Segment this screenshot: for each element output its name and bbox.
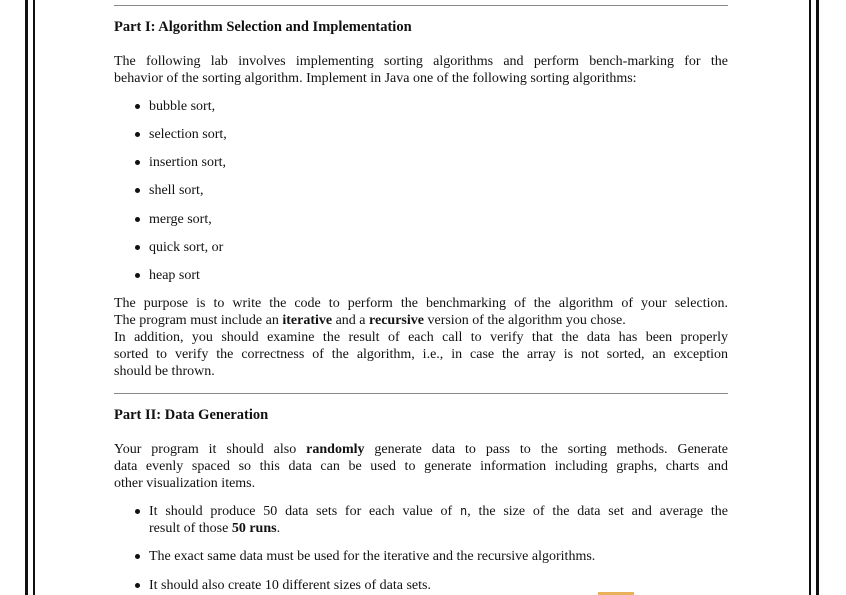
part2-intro-text-c: generate data to pass to the sorting methods. Generate xyxy=(364,442,728,457)
bullet-dot xyxy=(135,160,140,165)
bullet-dot xyxy=(135,245,140,250)
requirement-text-b: , the size of the data set and average the xyxy=(467,504,728,519)
bullet-dot xyxy=(135,132,140,137)
part2-intro-text-a: Your program it should also xyxy=(114,442,307,457)
requirement-text-c: result of those xyxy=(149,521,232,536)
algorithm-label: selection sort, xyxy=(149,127,227,142)
algorithm-item-insertion xyxy=(135,154,728,171)
purpose-line-4: sorted to verify the correctness of the algorithm, i.e., in case the array is not sorted, an exception xyxy=(114,347,728,362)
algorithm-label: shell sort, xyxy=(149,183,204,198)
part1-intro-line-2: behavior of the sorting algorithm. Implement in Java one of the following sorting algorithms: xyxy=(114,71,637,86)
purpose-line-3: In addition, you should examine the result of each call to verify that the data has been properly xyxy=(114,330,728,345)
bullet-dot xyxy=(135,217,140,222)
part2-intro-line-2: data evenly spaced so this data can be used to generate information including graphs, charts and xyxy=(114,459,728,474)
bullet-dot xyxy=(135,554,140,559)
purpose-line-2 xyxy=(114,312,728,329)
document-page xyxy=(114,0,728,595)
section-divider xyxy=(114,393,728,394)
requirement-item-sizes xyxy=(135,577,728,594)
recursive-emphasis: recursive xyxy=(369,313,424,328)
frame-left-inner xyxy=(33,0,35,595)
part2-intro xyxy=(114,441,728,492)
part2-intro-line-3: other visualization items. xyxy=(114,476,256,491)
part1-heading: Part I: Algorithm Selection and Implementation xyxy=(114,19,412,35)
part1-intro-line-1: The following lab involves implementing sorting algorithms and perform bench-marking for the xyxy=(114,54,728,69)
requirement-text-d: . xyxy=(276,521,281,536)
frame-left-outer xyxy=(25,0,28,595)
bullet-dot xyxy=(135,273,140,278)
purpose-line-2-text-c: and a xyxy=(332,313,370,328)
part2-heading: Part II: Data Generation xyxy=(114,407,269,423)
frame-right-inner xyxy=(809,0,811,595)
algorithm-item-selection xyxy=(135,126,728,143)
algorithm-item-bubble xyxy=(135,98,728,115)
algorithm-label: insertion sort, xyxy=(149,155,226,170)
purpose-line-5: should be thrown. xyxy=(114,364,215,379)
bullet-dot xyxy=(135,188,140,193)
requirement-line-2 xyxy=(149,520,728,537)
bullet-dot xyxy=(135,583,140,588)
iterative-emphasis: iterative xyxy=(282,313,333,328)
purpose-line-2-text-a: The program must include an xyxy=(114,313,283,328)
runs-emphasis: 50 runs xyxy=(231,521,277,536)
algorithm-label: heap sort xyxy=(149,268,200,283)
frame-right-outer xyxy=(816,0,819,595)
randomly-emphasis: randomly xyxy=(306,442,365,457)
bullet-dot xyxy=(135,104,140,109)
bullet-dot xyxy=(135,509,140,514)
requirement-line-1 xyxy=(149,503,728,520)
algorithm-label: bubble sort, xyxy=(149,99,216,114)
algorithm-item-merge xyxy=(135,211,728,228)
part1-purpose xyxy=(114,295,728,380)
algorithm-item-quick xyxy=(135,239,728,256)
requirement-text: The exact same data must be used for the iterative and the recursive algorithms. xyxy=(149,549,596,564)
algorithm-label: quick sort, or xyxy=(149,240,224,255)
purpose-line-1: The purpose is to write the code to perform the benchmarking of the algorithm of your selection. xyxy=(114,296,728,311)
part1-intro xyxy=(114,53,728,87)
requirement-text-a: It should produce 50 data sets for each value of xyxy=(149,504,460,519)
algorithm-item-heap xyxy=(135,267,728,284)
requirement-item-same-data xyxy=(135,548,728,565)
top-rule xyxy=(114,5,728,6)
requirement-item-data-sets xyxy=(135,503,728,537)
algorithm-item-shell xyxy=(135,182,728,199)
variable-n: n xyxy=(459,504,468,518)
purpose-line-2-text-e: version of the algorithm you chose. xyxy=(423,313,626,328)
part2-intro-line-1 xyxy=(114,441,728,458)
algorithm-label: merge sort, xyxy=(149,212,212,227)
requirement-text: It should also create 10 different sizes of data sets. xyxy=(149,578,431,593)
requirement-text xyxy=(149,503,728,537)
